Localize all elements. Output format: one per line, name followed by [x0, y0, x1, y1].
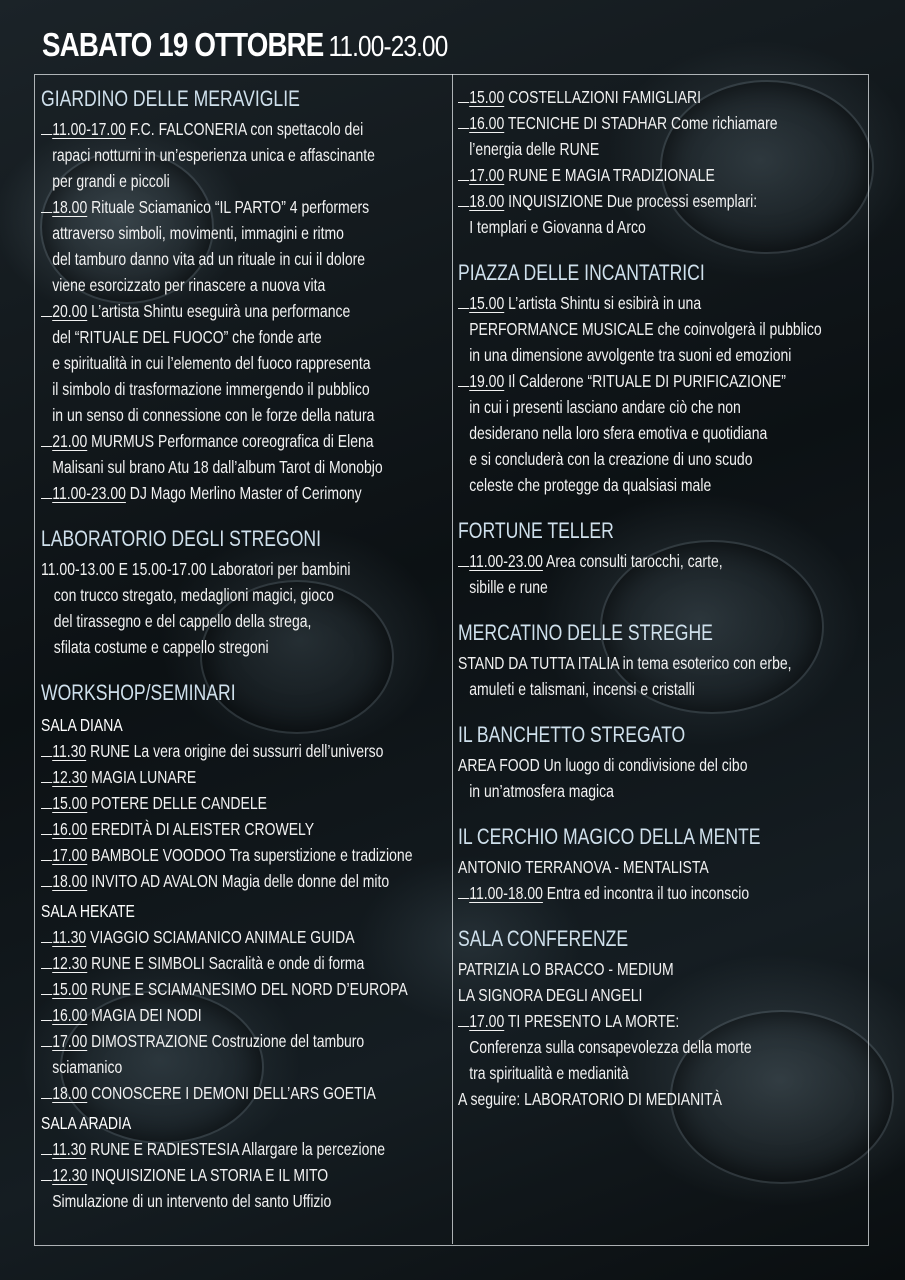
- underline-lead: [458, 290, 469, 309]
- underline-lead: [41, 738, 52, 757]
- underline-lead: [458, 880, 469, 899]
- underline-lead: [458, 110, 469, 129]
- program-column-right: [458, 84, 878, 1112]
- schedule-time: 17.00: [52, 1031, 88, 1051]
- schedule-time: 20.00: [52, 301, 88, 321]
- schedule-description: RUNE La vera origine dei sussurri dell’universo: [86, 741, 384, 761]
- schedule-item: [41, 1136, 461, 1162]
- schedule-description: DIMOSTRAZIONE Costruzione del tamburo: [87, 1031, 365, 1051]
- schedule-item: [458, 368, 878, 394]
- schedule-item: [41, 1028, 461, 1054]
- schedule-continuation: PERFORMANCE MUSICALE che coinvolgerà il pubblico: [469, 319, 822, 339]
- schedule-description: RUNE E RADIESTESIA Allargare la percezione: [86, 1139, 385, 1159]
- schedule-time: 12.30: [52, 767, 88, 787]
- schedule-continuation: sibille e rune: [469, 577, 548, 597]
- schedule-item: [41, 924, 461, 950]
- room-heading: SALA HEKATE: [41, 901, 135, 921]
- schedule-description: RUNE E MAGIA TRADIZIONALE: [504, 165, 715, 185]
- underline-lead: [41, 298, 52, 317]
- room-heading: SALA ARADIA: [41, 1113, 132, 1133]
- schedule-description: TECNICHE DI STADHAR Come richiamare: [504, 113, 778, 133]
- schedule-continuation: Simulazione di un intervento del santo Uffizio: [52, 1191, 332, 1211]
- schedule-description: L’artista Shintu si esibirà in una: [504, 293, 702, 313]
- event-day: SABATO 19 OTTOBRE: [42, 26, 324, 63]
- schedule-time: 11.00-17.00: [52, 119, 126, 139]
- schedule-continuation: l’energia delle RUNE: [469, 139, 600, 159]
- schedule-time: 12.30: [52, 1165, 88, 1185]
- schedule-continuation: in un senso di connessione con le forze della natura: [52, 405, 375, 425]
- schedule-description: MAGIA LUNARE: [87, 767, 197, 787]
- schedule-continuation: e spiritualità in cui l’elemento del fuoco rappresenta: [52, 353, 371, 373]
- schedule-time: 11.00-23.00: [469, 551, 543, 571]
- schedule-continuation: desiderano nella loro sfera emotiva e quotidiana: [469, 423, 768, 443]
- schedule-continuation: in un’atmosfera magica: [469, 781, 614, 801]
- schedule-time: 17.00: [52, 845, 88, 865]
- schedule-continuation: sciamanico: [52, 1057, 123, 1077]
- schedule-item: [458, 84, 878, 110]
- schedule-item: [458, 188, 878, 214]
- schedule-time: 11.30: [52, 741, 87, 761]
- schedule-description: VIAGGIO SCIAMANICO ANIMALE GUIDA: [86, 927, 355, 947]
- schedule-line: AREA FOOD Un luogo di condivisione del cibo: [458, 755, 748, 775]
- schedule-description: F.C. FALCONERIA con spettacolo dei: [125, 119, 364, 139]
- program-column-left: [41, 84, 461, 1214]
- schedule-item: [41, 1162, 461, 1188]
- schedule-item: [41, 480, 461, 506]
- schedule-description: CONOSCERE I DEMONI DELL’ARS GOETIA: [87, 1083, 376, 1103]
- schedule-description: Il Calderone “RITUALE DI PURIFICAZIONE”: [504, 371, 786, 391]
- schedule-continuation: amuleti e talismani, incensi e cristalli: [469, 679, 695, 699]
- schedule-time: 11.30: [52, 1139, 87, 1159]
- schedule-item: [41, 116, 461, 142]
- schedule-item: [41, 842, 461, 868]
- schedule-item: [458, 548, 878, 574]
- schedule-description: POTERE DELLE CANDELE: [87, 793, 267, 813]
- schedule-description: MURMUS Performance coreografica di Elena: [87, 431, 374, 451]
- room-heading: SALA DIANA: [41, 715, 123, 735]
- schedule-continuation: con trucco stregato, medaglioni magici, gioco: [53, 585, 334, 605]
- schedule-time: 11.00-18.00: [469, 883, 543, 903]
- schedule-time: 16.00: [52, 819, 88, 839]
- schedule-description: INVITO AD AVALON Magia delle donne del mito: [87, 871, 390, 891]
- schedule-line: ANTONIO TERRANOVA - MENTALISTA: [458, 857, 709, 877]
- underline-lead: [458, 368, 469, 387]
- section-heading: PIAZZA DELLE INCANTATRICI: [458, 260, 705, 285]
- schedule-continuation: viene esorcizzato per rinascere a nuova vita: [52, 275, 326, 295]
- underline-lead: [458, 1008, 469, 1027]
- schedule-description: EREDITÀ DI ALEISTER CROWELY: [87, 819, 315, 839]
- underline-lead: [458, 162, 469, 181]
- section-heading: WORKSHOP/SEMINARI: [41, 680, 236, 705]
- schedule-line: A seguire: LABORATORIO DI MEDIANITÀ: [458, 1089, 722, 1109]
- schedule-description: BAMBOLE VOODOO Tra superstizione e tradizione: [87, 845, 413, 865]
- schedule-time: 15.00: [52, 793, 88, 813]
- underline-lead: [41, 116, 52, 135]
- section-heading: SALA CONFERENZE: [458, 926, 629, 951]
- schedule-description: MAGIA DEI NODI: [87, 1005, 202, 1025]
- schedule-time: 11.30: [52, 927, 87, 947]
- section-heading: GIARDINO DELLE MERAVIGLIE: [41, 86, 300, 111]
- underline-lead: [41, 480, 52, 499]
- underline-lead: [41, 1028, 52, 1047]
- underline-lead: [41, 194, 52, 213]
- schedule-description: INQUISIZIONE Due processi esemplari:: [504, 191, 758, 211]
- schedule-item: [41, 790, 461, 816]
- underline-lead: [41, 842, 52, 861]
- underline-lead: [458, 548, 469, 567]
- schedule-time: 18.00: [52, 1083, 88, 1103]
- schedule-description: INQUISIZIONE LA STORIA E IL MITO: [87, 1165, 329, 1185]
- schedule-continuation: in una dimensione avvolgente tra suoni ed emozioni: [469, 345, 792, 365]
- schedule-description: Entra ed incontra il tuo inconscio: [542, 883, 750, 903]
- schedule-continuation: rapaci notturni in un’esperienza unica e affascinante: [52, 145, 375, 165]
- schedule-time: 17.00: [469, 165, 505, 185]
- schedule-time: 11.00-23.00: [52, 483, 126, 503]
- schedule-item: [41, 194, 461, 220]
- schedule-line: 11.00-13.00 E 15.00-17.00 Laboratori per bambini: [41, 559, 351, 579]
- schedule-item: [41, 1080, 461, 1106]
- schedule-continuation: Malisani sul brano Atu 18 dall’album Tarot di Monobjo: [52, 457, 383, 477]
- schedule-time: 15.00: [469, 293, 505, 313]
- schedule-description: TI PRESENTO LA MORTE:: [504, 1011, 680, 1031]
- schedule-item: [458, 162, 878, 188]
- schedule-continuation: celeste che protegge da qualsiasi male: [469, 475, 712, 495]
- schedule-continuation: Conferenza sulla consapevolezza della morte: [469, 1037, 752, 1057]
- schedule-time: 19.00: [469, 371, 505, 391]
- schedule-line: LA SIGNORA DEGLI ANGELI: [458, 985, 643, 1005]
- schedule-continuation: del tirassegno e del cappello della strega,: [53, 611, 312, 631]
- underline-lead: [41, 976, 52, 995]
- schedule-description: Rituale Sciamanico “IL PARTO” 4 performers: [87, 197, 370, 217]
- schedule-line: STAND DA TUTTA ITALIA in tema esoterico con erbe,: [458, 653, 792, 673]
- schedule-line: PATRIZIA LO BRACCO - MEDIUM: [458, 959, 674, 979]
- underline-lead: [41, 428, 52, 447]
- section-heading: FORTUNE TELLER: [458, 518, 614, 543]
- underline-lead: [41, 790, 52, 809]
- underline-lead: [41, 950, 52, 969]
- underline-lead: [458, 84, 469, 103]
- schedule-description: RUNE E SIMBOLI Sacralità e onde di forma: [87, 953, 365, 973]
- schedule-time: 18.00: [52, 197, 88, 217]
- schedule-item: [41, 738, 461, 764]
- schedule-description: RUNE E SCIAMANESIMO DEL NORD D’EUROPA: [87, 979, 408, 999]
- schedule-time: 18.00: [469, 191, 505, 211]
- schedule-item: [41, 976, 461, 1002]
- schedule-description: Area consulti tarocchi, carte,: [542, 551, 723, 571]
- schedule-time: 12.30: [52, 953, 88, 973]
- schedule-time: 16.00: [52, 1005, 88, 1025]
- schedule-continuation: I templari e Giovanna d Arco: [469, 217, 646, 237]
- schedule-item: [41, 428, 461, 454]
- schedule-time: 15.00: [52, 979, 88, 999]
- schedule-item: [41, 868, 461, 894]
- schedule-time: 21.00: [52, 431, 88, 451]
- page-title: [42, 26, 447, 64]
- underline-lead: [41, 868, 52, 887]
- section-heading: IL CERCHIO MAGICO DELLA MENTE: [458, 824, 761, 849]
- schedule-item: [41, 950, 461, 976]
- underline-lead: [41, 924, 52, 943]
- schedule-continuation: e si concluderà con la creazione di uno scudo: [469, 449, 753, 469]
- schedule-time: 18.00: [52, 871, 88, 891]
- schedule-item: [458, 110, 878, 136]
- schedule-time: 17.00: [469, 1011, 505, 1031]
- schedule-continuation: il simbolo di trasformazione immergendo il pubblico: [52, 379, 370, 399]
- underline-lead: [41, 764, 52, 783]
- underline-lead: [41, 1080, 52, 1099]
- underline-lead: [458, 188, 469, 207]
- schedule-description: DJ Mago Merlino Master of Cerimony: [125, 483, 362, 503]
- underline-lead: [41, 1136, 52, 1155]
- section-heading: IL BANCHETTO STREGATO: [458, 722, 686, 747]
- schedule-continuation: del “RITUALE DEL FUOCO” che fonde arte: [52, 327, 322, 347]
- schedule-continuation: tra spiritualità e medianità: [469, 1063, 629, 1083]
- schedule-item: [41, 1002, 461, 1028]
- schedule-time: 15.00: [469, 87, 505, 107]
- underline-lead: [41, 816, 52, 835]
- underline-lead: [41, 1002, 52, 1021]
- schedule-item: [41, 764, 461, 790]
- schedule-item: [458, 880, 878, 906]
- schedule-description: COSTELLAZIONI FAMIGLIARI: [504, 87, 702, 107]
- schedule-item: [41, 298, 461, 324]
- event-hours: 11.00-23.00: [328, 31, 448, 63]
- section-heading: LABORATORIO DEGLI STREGONI: [41, 526, 322, 551]
- schedule-description: L’artista Shintu eseguirà una performance: [87, 301, 351, 321]
- schedule-item: [41, 816, 461, 842]
- schedule-continuation: sfilata costume e cappello stregoni: [53, 637, 269, 657]
- schedule-continuation: in cui i presenti lasciano andare ciò che non: [469, 397, 741, 417]
- schedule-time: 16.00: [469, 113, 505, 133]
- schedule-continuation: per grandi e piccoli: [52, 171, 170, 191]
- underline-lead: [41, 1162, 52, 1181]
- schedule-continuation: attraverso simboli, movimenti, immagini e ritmo: [52, 223, 344, 243]
- schedule-item: [458, 290, 878, 316]
- section-heading: MERCATINO DELLE STREGHE: [458, 620, 713, 645]
- schedule-item: [458, 1008, 878, 1034]
- schedule-continuation: del tamburo danno vita ad un rituale in cui il dolore: [52, 249, 366, 269]
